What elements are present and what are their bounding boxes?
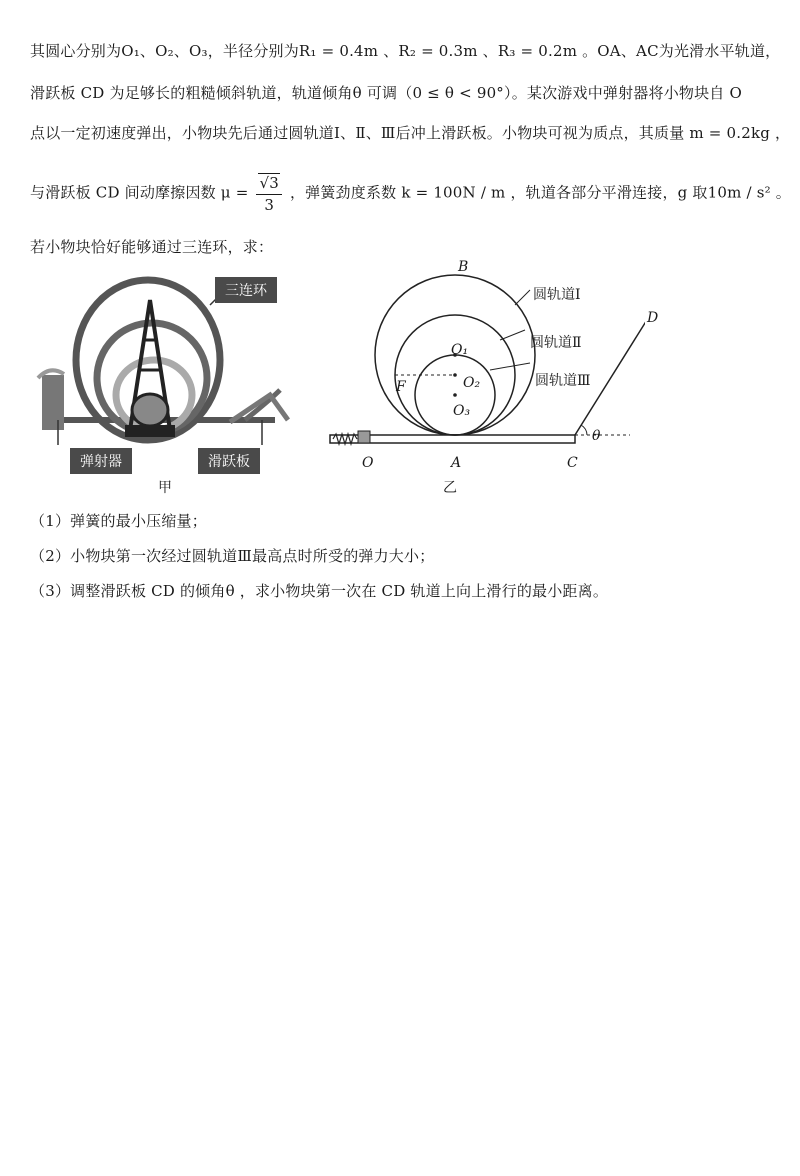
tag-ramp: 滑跃板: [198, 448, 260, 474]
point-o3: O₃: [453, 403, 471, 419]
mu-numerator: [256, 172, 282, 195]
tag-launcher: 弹射器: [70, 448, 132, 474]
figure-area: [30, 259, 659, 496]
point-b: B: [458, 259, 469, 275]
paragraph-line-1: 其圆心分别为O₁、O₂、O₃，半径分别为R₁ = 0.4m 、R₂ = 0.3m 、R₃ = 0.2m 。OA、AC为光滑水平轨道，: [30, 42, 781, 60]
point-a: A: [451, 455, 462, 471]
line4-pre: 与滑跃板 CD 间动摩擦因数 μ =: [30, 183, 249, 202]
line4-post: ，弹簧劲度系数 k = 100N / m ，轨道各部分平滑连接，g 取10m / s² 。: [289, 183, 792, 202]
mu-fraction: [256, 172, 282, 215]
caption-yi: 乙: [443, 480, 457, 496]
paragraph-line-3: 点以一定初速度弹出，小物块先后通过圆轨道Ⅰ、Ⅱ、Ⅲ后冲上滑跃板。小物块可视为质点，其质量 m = 0.2kg ，: [30, 124, 791, 142]
point-c: C: [567, 455, 578, 471]
point-d: D: [647, 310, 659, 326]
label-track-2: 圆轨道Ⅱ: [530, 335, 582, 351]
paragraph-line-5: 若小物块恰好能够通过三连环，求：: [30, 238, 274, 256]
question-3: （3）调整滑跃板 CD 的倾角θ ，求小物块第一次在 CD 轨道上向上滑行的最小距离。: [30, 582, 609, 600]
tag-three-rings: 三连环: [215, 277, 277, 303]
mu-denominator: 3: [264, 196, 275, 214]
point-o: O: [362, 455, 374, 471]
paragraph-line-2: 滑跃板 CD 为足够长的粗糙倾斜轨道，轨道倾角θ 可调（0 ≤ θ < 90°）。某次游戏中弹射器将小物块自 O: [30, 84, 742, 102]
question-2: （2）小物块第一次经过圆轨道Ⅲ最高点时所受的弹力大小；: [30, 547, 435, 565]
paragraph-line-4: [30, 172, 791, 215]
caption-jia: 甲: [158, 480, 172, 496]
question-1: （1）弹簧的最小压缩量；: [30, 512, 207, 530]
track-diagram: [325, 265, 645, 485]
point-o2: O₂: [463, 375, 481, 391]
angle-theta: θ: [592, 428, 601, 444]
point-o1: O₁: [451, 342, 469, 358]
label-track-1: 圆轨道Ⅰ: [533, 287, 581, 303]
point-f: F: [396, 379, 406, 395]
label-track-3: 圆轨道Ⅲ: [535, 373, 591, 389]
mu-sqrt: √3: [259, 174, 279, 192]
